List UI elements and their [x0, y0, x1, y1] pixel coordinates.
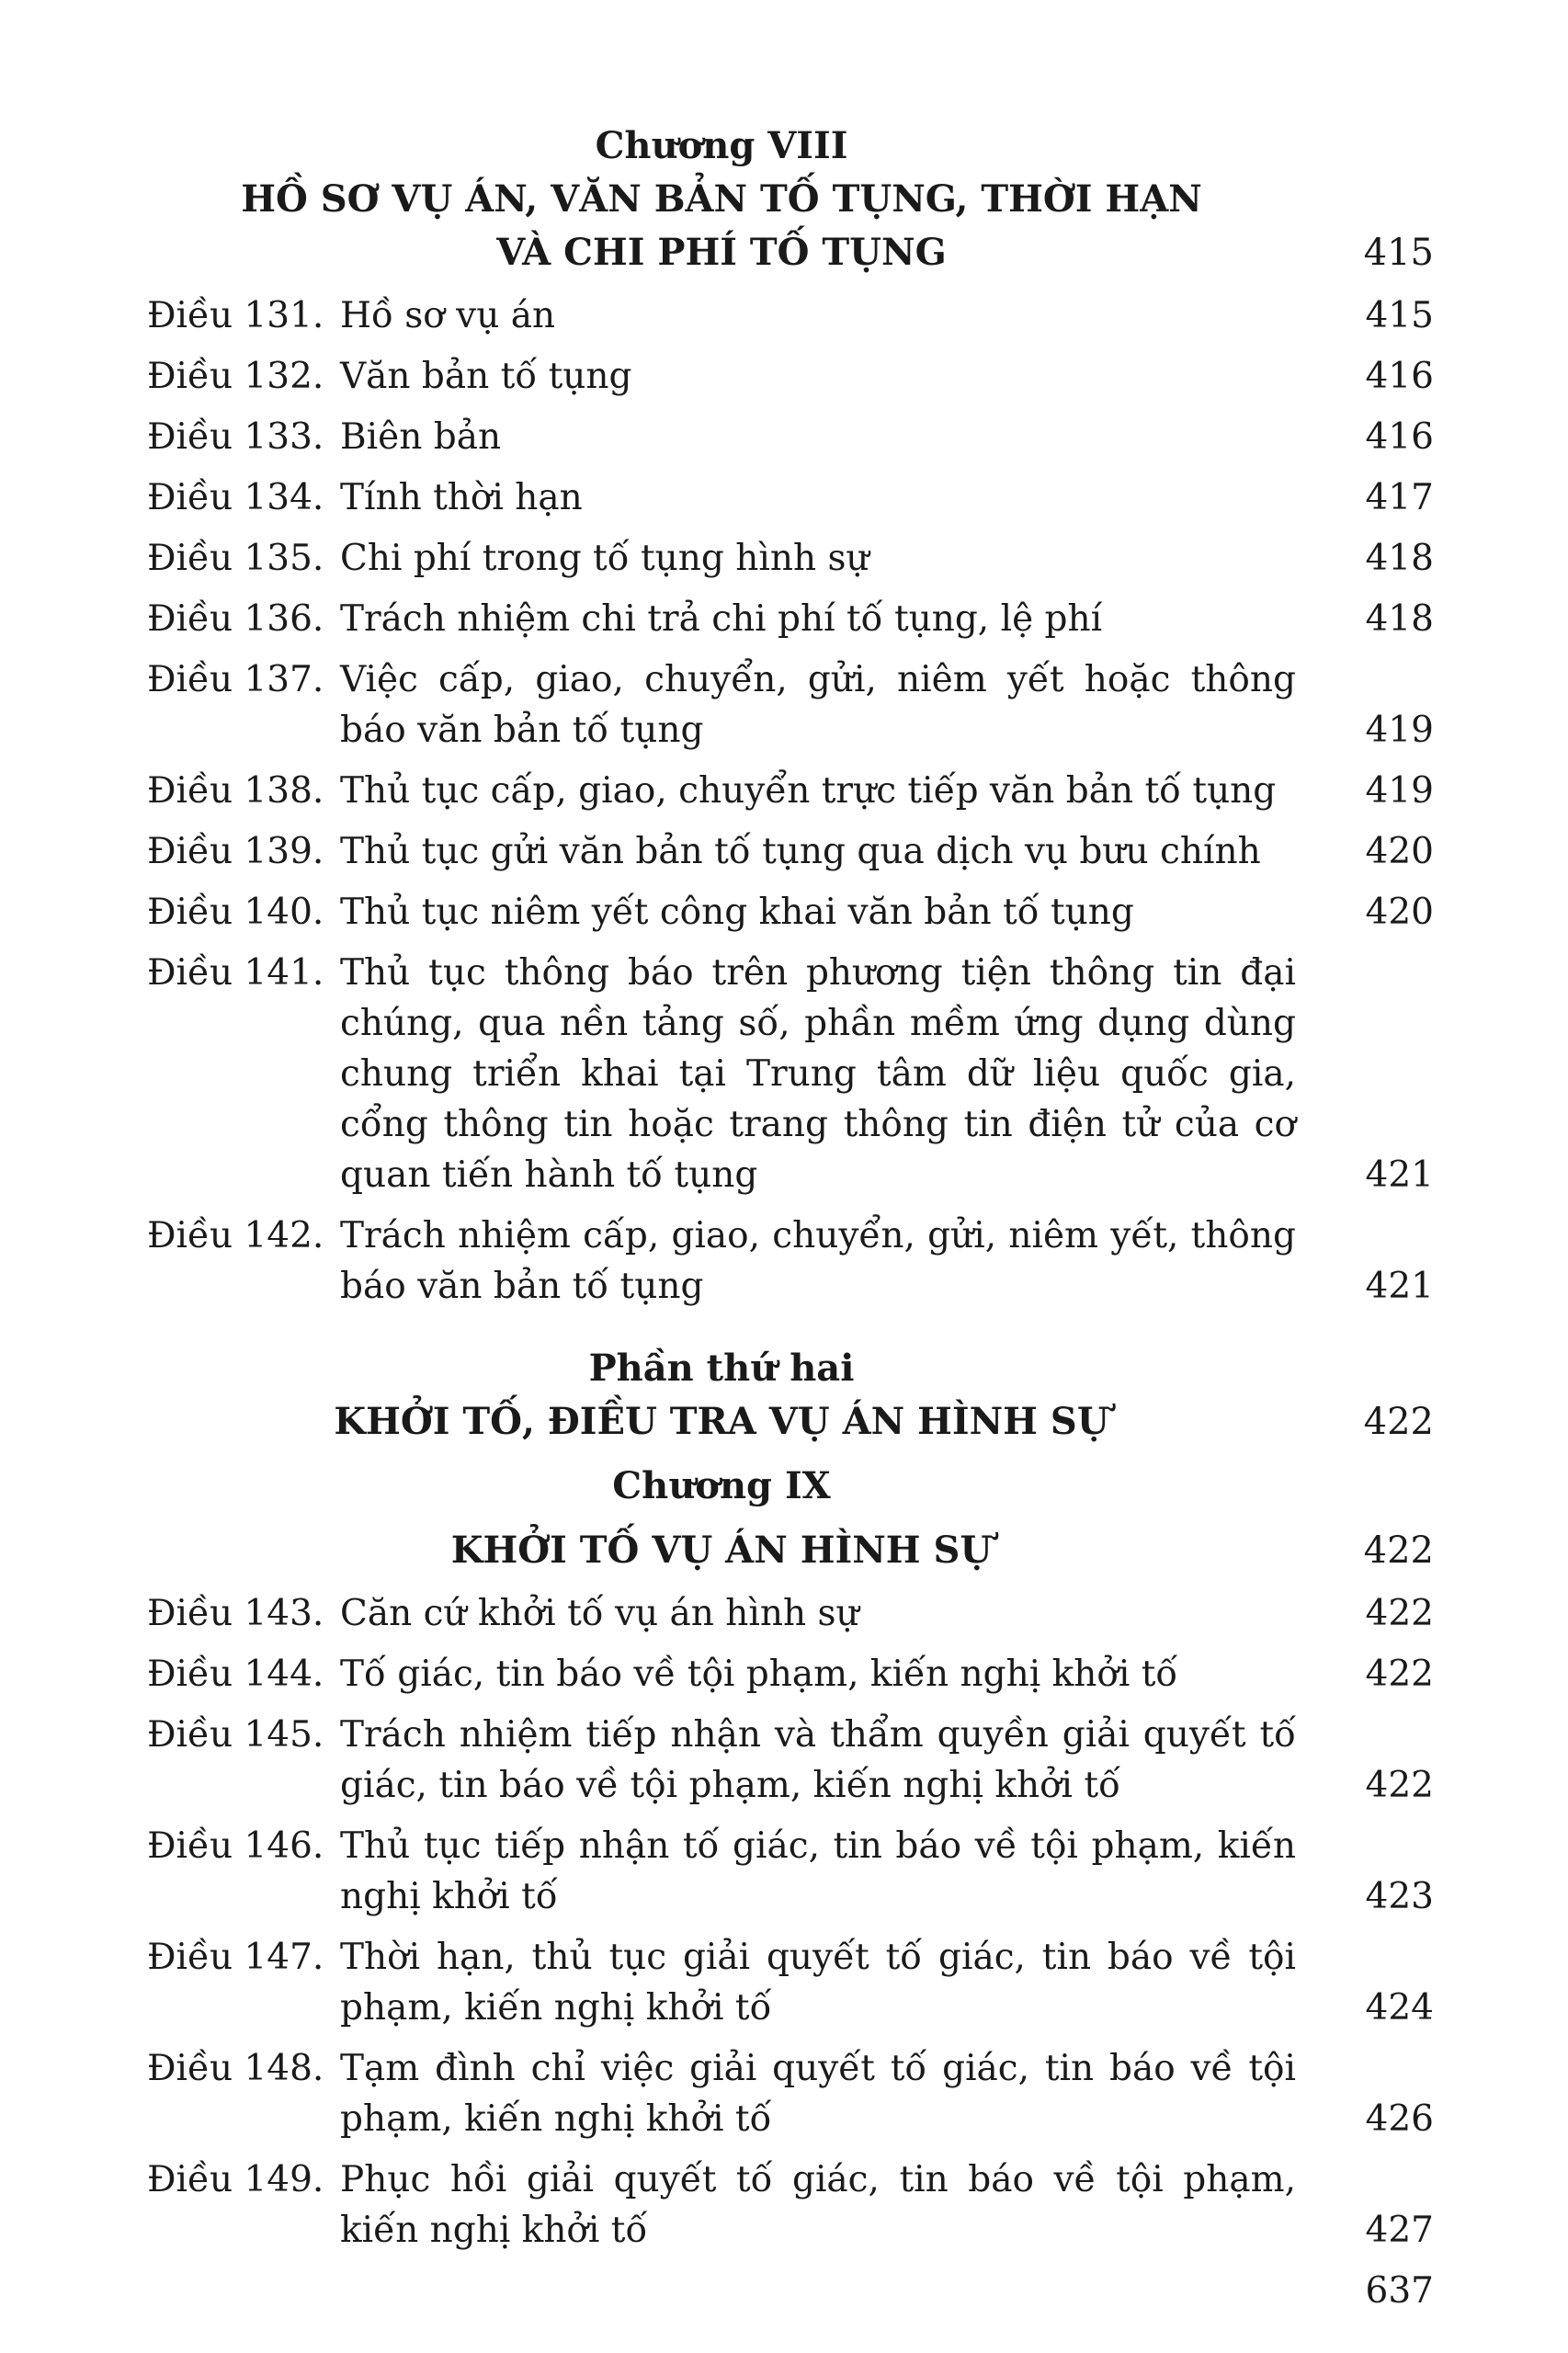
article-page-number: 416	[1365, 416, 1434, 458]
article-title: Căn cứ khởi tố vụ án hình sự	[340, 1593, 859, 1634]
toc-entry	[147, 351, 1434, 402]
article-page-number: 418	[1365, 598, 1434, 640]
toc-entry	[147, 1932, 1434, 2033]
article-page-number: 421	[1365, 1266, 1434, 1307]
article-number: Điều 139.	[147, 831, 324, 872]
toc-entry	[147, 766, 1434, 816]
toc-entry	[147, 1649, 1434, 1699]
article-title: Thủ tục tiếp nhận tố giác, tin báo về tội phạm, kiến nghị khởi tố	[340, 1825, 1296, 1917]
article-number: Điều 134.	[147, 477, 324, 518]
article-page-number: 415	[1365, 295, 1434, 336]
toc-entries	[147, 1588, 1434, 2256]
toc-entry	[147, 2043, 1434, 2144]
chapter-title-line: HỒ SƠ VỤ ÁN, VĂN BẢN TỐ TỤNG, THỜI HẠN	[241, 177, 1202, 221]
chapter-label: Chương VIII	[595, 124, 848, 167]
article-title: Văn bản tố tụng	[340, 356, 632, 397]
article-number: Điều 141.	[147, 952, 324, 994]
article-page-number: 419	[1365, 770, 1434, 812]
article-page-number: 419	[1365, 710, 1434, 751]
article-title: Trách nhiệm cấp, giao, chuyển, gửi, niêm yết, thông báo văn bản tố tụng	[340, 1215, 1296, 1307]
chapter-page-number: 422	[1363, 1529, 1434, 1572]
article-page-number: 422	[1365, 1654, 1434, 1695]
part-label: Phần thứ hai	[588, 1347, 855, 1390]
article-title: Tạm đình chỉ việc giải quyết tố giác, tin báo về tội phạm, kiến nghị khởi tố	[340, 2048, 1296, 2140]
toc-entry	[147, 2154, 1434, 2256]
article-page-number: 418	[1365, 538, 1434, 579]
part-title: KHỞI TỐ, ĐIỀU TRA VỤ ÁN HÌNH SỰ 422	[147, 1395, 1434, 1449]
article-title: Thủ tục thông báo trên phương tiện thông tin đại chúng, qua nền tảng số, phần mềm ứng dụng dùng chung triển khai tại Trung tâm dữ liệu quốc gia, cổng thông tin hoặc trang thông tin điện tử của cơ quan tiến hành tố tụng	[340, 952, 1296, 1196]
toc-entry	[147, 826, 1434, 877]
article-title: Thủ tục cấp, giao, chuyển trực tiếp văn bản tố tụng	[340, 770, 1277, 812]
article-title: Phục hồi giải quyết tố giác, tin báo về tội phạm, kiến nghị khởi tố	[340, 2159, 1296, 2251]
article-page-number: 427	[1365, 2210, 1434, 2251]
page-folio: 637	[1365, 2270, 1434, 2312]
chapter-page-number: 415	[1363, 232, 1434, 274]
article-page-number: 422	[1365, 1593, 1434, 1634]
article-title: Tố giác, tin báo về tội phạm, kiến nghị khởi tố	[340, 1654, 1178, 1695]
article-page-number: 421	[1365, 1154, 1434, 1196]
toc-entry	[147, 1211, 1434, 1312]
article-page-number: 422	[1365, 1765, 1434, 1806]
article-page-number: 416	[1365, 356, 1434, 397]
toc-entry	[147, 533, 1434, 584]
article-title: Tính thời hạn	[340, 477, 583, 518]
chapter-label: Chương IX	[612, 1464, 831, 1507]
article-number: Điều 132.	[147, 356, 324, 397]
toc-entry	[147, 472, 1434, 523]
part-page-number: 422	[1363, 1401, 1434, 1443]
article-page-number: 426	[1365, 2098, 1434, 2140]
article-title: Thời hạn, thủ tục giải quyết tố giác, tin báo về tội phạm, kiến nghị khởi tố	[340, 1937, 1296, 2029]
article-title: Thủ tục niêm yết công khai văn bản tố tụng	[340, 892, 1134, 933]
article-number: Điều 148.	[147, 2048, 324, 2089]
article-page-number: 420	[1365, 892, 1434, 933]
chapter-title-line: VÀ CHI PHÍ TỐ TỤNG 415	[147, 226, 1434, 279]
article-number: Điều 142.	[147, 1215, 324, 1256]
article-page-number: 420	[1365, 831, 1434, 872]
article-number: Điều 136.	[147, 598, 324, 640]
article-number: Điều 137.	[147, 659, 324, 700]
article-title: Chi phí trong tố tụng hình sự	[340, 538, 869, 579]
article-number: Điều 131.	[147, 295, 324, 336]
article-number: Điều 147.	[147, 1937, 324, 1978]
toc-entry	[147, 412, 1434, 462]
article-page-number: 423	[1365, 1876, 1434, 1917]
toc-entry	[147, 654, 1434, 756]
article-number: Điều 144.	[147, 1654, 324, 1695]
article-number: Điều 133.	[147, 416, 324, 458]
article-title: Việc cấp, giao, chuyển, gửi, niêm yết hoặc thông báo văn bản tố tụng	[340, 659, 1296, 751]
article-number: Điều 146.	[147, 1825, 324, 1867]
article-number: Điều 145.	[147, 1714, 324, 1756]
article-number: Điều 140.	[147, 892, 324, 933]
toc-page	[147, 119, 1434, 2316]
article-page-number: 424	[1365, 1987, 1434, 2029]
toc-entries	[147, 290, 1434, 1312]
toc-entry	[147, 887, 1434, 938]
article-number: Điều 143.	[147, 1593, 324, 1634]
toc-entry	[147, 290, 1434, 341]
toc-entry	[147, 594, 1434, 644]
article-title: Trách nhiệm tiếp nhận và thẩm quyền giải quyết tố giác, tin báo về tội phạm, kiến nghị khởi tố	[340, 1714, 1296, 1806]
article-number: Điều 135.	[147, 538, 324, 579]
article-title: Biên bản	[340, 416, 502, 458]
article-title: Thủ tục gửi văn bản tố tụng qua dịch vụ bưu chính	[340, 831, 1261, 872]
toc-entry	[147, 1821, 1434, 1922]
toc-entry	[147, 1588, 1434, 1639]
chapter-title: KHỞI TỐ VỤ ÁN HÌNH SỰ 422	[147, 1524, 1434, 1577]
article-title: Hồ sơ vụ án	[340, 295, 556, 336]
article-number: Điều 149.	[147, 2159, 324, 2200]
article-title: Trách nhiệm chi trả chi phí tố tụng, lệ phí	[340, 598, 1103, 640]
toc-entry	[147, 948, 1434, 1200]
article-page-number: 417	[1365, 477, 1434, 518]
toc-entry	[147, 1710, 1434, 1811]
article-number: Điều 138.	[147, 770, 324, 812]
